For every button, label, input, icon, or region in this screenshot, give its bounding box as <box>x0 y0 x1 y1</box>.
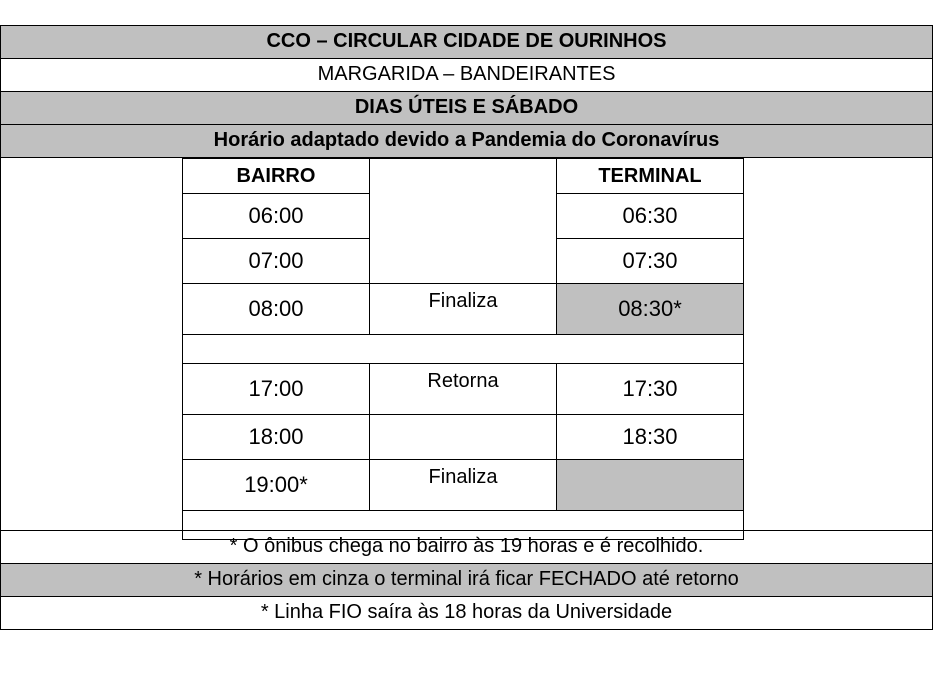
table-row <box>183 460 744 511</box>
column-header-bairro: BAIRRO <box>183 159 370 194</box>
table-header-row <box>183 159 744 194</box>
table-row <box>183 364 744 415</box>
bairro-time: 06:00 <box>183 194 370 239</box>
footer-note-2: * Horários em cinza o terminal irá ficar FECHADO até retorno <box>0 564 933 597</box>
bairro-time: 08:00 <box>183 284 370 335</box>
pandemic-notice: Horário adaptado devido a Pandemia do Coronavírus <box>0 125 933 158</box>
schedule-document <box>0 25 933 630</box>
table-spacer-row <box>183 335 744 364</box>
terminal-time: 07:30 <box>557 239 744 284</box>
terminal-time: 08:30* <box>557 284 744 335</box>
note-cell: Finaliza <box>370 460 557 511</box>
table-row <box>183 284 744 335</box>
note-cell-empty <box>370 159 557 284</box>
route-name: MARGARIDA – BANDEIRANTES <box>0 59 933 92</box>
note-cell: Retorna <box>370 364 557 415</box>
terminal-time: 18:30 <box>557 415 744 460</box>
table-tail-row <box>183 511 744 540</box>
schedule-area <box>0 158 933 530</box>
days-heading: DIAS ÚTEIS E SÁBADO <box>0 92 933 125</box>
bairro-time: 17:00 <box>183 364 370 415</box>
spacer-cell <box>183 335 744 364</box>
note-cell-empty <box>370 415 557 460</box>
column-header-terminal: TERMINAL <box>557 159 744 194</box>
schedule-table <box>182 158 744 540</box>
table-row <box>183 415 744 460</box>
tail-cell <box>183 511 744 540</box>
footer-note-1: * O ônibus chega no bairro às 19 horas e é recolhido. <box>0 530 933 564</box>
bairro-time: 07:00 <box>183 239 370 284</box>
terminal-time: 17:30 <box>557 364 744 415</box>
document-title: CCO – CIRCULAR CIDADE DE OURINHOS <box>0 25 933 59</box>
bairro-time: 18:00 <box>183 415 370 460</box>
footer-note-3: * Linha FIO saíra às 18 horas da Universidade <box>0 597 933 630</box>
terminal-time: 06:30 <box>557 194 744 239</box>
bairro-time: 19:00* <box>183 460 370 511</box>
terminal-time <box>557 460 744 511</box>
note-cell: Finaliza <box>370 284 557 335</box>
